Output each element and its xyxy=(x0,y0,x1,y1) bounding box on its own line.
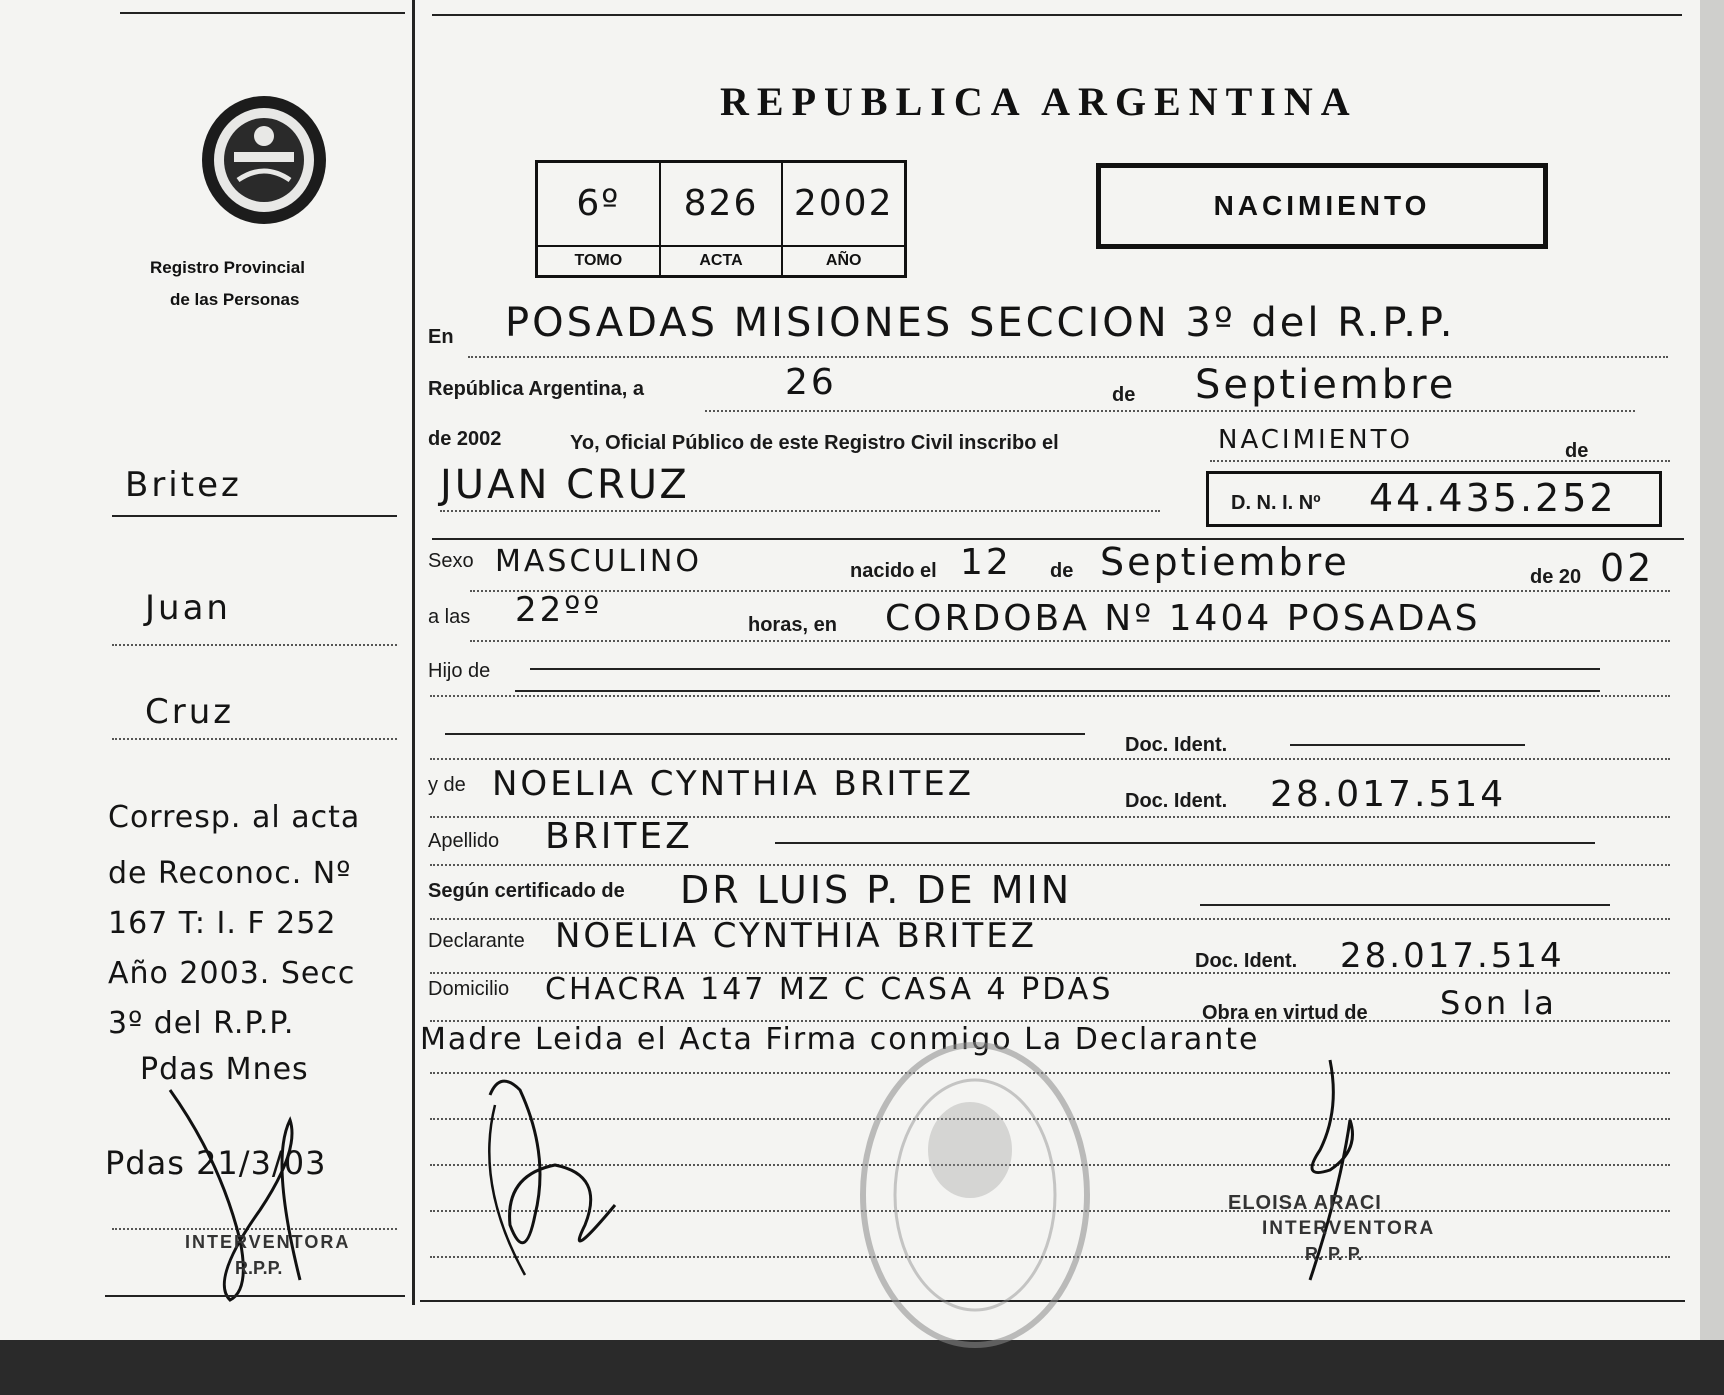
margin-note-4: Año 2003. Secc xyxy=(108,956,356,991)
nacido-year: 02 xyxy=(1600,546,1655,590)
declarant-signature-icon xyxy=(465,1065,640,1290)
segun-label: Según certificado de xyxy=(428,880,625,902)
acta-cell xyxy=(661,163,784,275)
doc-ident-label-2: Doc. Ident. xyxy=(1125,790,1228,812)
certificate-type-box xyxy=(1096,163,1548,249)
margin-note-1: Corresp. al acta xyxy=(108,800,361,835)
obra-label: Obra en virtud de xyxy=(1202,1002,1368,1024)
nacido-day: 12 xyxy=(960,542,1012,583)
section-rule xyxy=(432,538,1684,540)
en-value: POSADAS MISIONES SECCION 3º del R.P.P. xyxy=(505,300,1456,346)
provincial-seal-icon xyxy=(198,92,330,228)
tomo-cell xyxy=(538,163,661,275)
de-label-2: de xyxy=(1565,440,1589,462)
official-title: INTERVENTORA xyxy=(1262,1218,1436,1239)
tomo-value: 6º xyxy=(576,183,621,224)
row-line xyxy=(1210,460,1670,462)
father-line xyxy=(515,690,1600,692)
margin-dotted-rule xyxy=(112,738,397,740)
doc-ident-label: Doc. Ident. xyxy=(1125,734,1228,756)
margin-dotted-rule xyxy=(112,644,397,646)
inscribo-value: NACIMIENTO xyxy=(1218,425,1413,455)
row-line xyxy=(430,695,1670,697)
dni-box xyxy=(1206,471,1662,527)
en-label: En xyxy=(428,326,454,348)
segun-line xyxy=(1200,904,1610,906)
horas-label: horas, en xyxy=(748,614,837,636)
margin-note-6: Pdas Mnes xyxy=(140,1052,309,1087)
dni-value: 44.435.252 xyxy=(1369,476,1617,520)
declarante-doc: 28.017.514 xyxy=(1340,936,1565,976)
margin-note-5: 3º del R.P.P. xyxy=(108,1006,295,1041)
domicilio-value: CHACRA 147 MZ C CASA 4 PDAS xyxy=(545,972,1114,1007)
record-number-box xyxy=(535,160,907,278)
ano-value: 2002 xyxy=(793,183,894,224)
certificate-type: NACIMIENTO xyxy=(1213,190,1431,221)
yo-label: Yo, Oficial Público de este Registro Civil inscribo el xyxy=(570,432,1059,454)
mother-doc: 28.017.514 xyxy=(1270,774,1507,815)
obra-value: Son la xyxy=(1440,984,1557,1022)
apellido-value: BRITEZ xyxy=(545,816,693,857)
row-line xyxy=(430,758,1670,760)
margin-bottom-rule xyxy=(105,1295,405,1297)
month-value: Septiembre xyxy=(1195,362,1457,408)
ano-cell xyxy=(783,163,904,275)
doc-ident-label-3: Doc. Ident. xyxy=(1195,950,1298,972)
place-value: CORDOBA Nº 1404 POSADAS xyxy=(885,598,1481,639)
row-line xyxy=(440,510,1160,512)
ano-label: AÑO xyxy=(783,245,904,275)
nacido-label: nacido el xyxy=(850,560,937,582)
republica-label: República Argentina, a xyxy=(428,378,644,400)
official-name: ELOISA ARACI xyxy=(1228,1192,1382,1214)
sexo-value: MASCULINO xyxy=(495,544,702,579)
dni-label: D. N. I. Nº xyxy=(1231,492,1321,514)
row-line xyxy=(468,356,1668,358)
margin-note-3: 167 T: I. F 252 xyxy=(108,906,337,941)
top-rule xyxy=(432,14,1682,16)
registry-line1: Registro Provincial xyxy=(150,258,305,277)
yde-label: y de xyxy=(428,774,466,796)
child-name: JUAN CRUZ xyxy=(440,462,690,508)
official-org: R. P. P. xyxy=(1305,1244,1363,1264)
domicilio-label: Domicilio xyxy=(428,978,510,1000)
declarante-label: Declarante xyxy=(428,930,525,952)
sexo-label: Sexo xyxy=(428,550,474,572)
margin-divider-line xyxy=(412,0,415,1305)
margin-note-date: Pdas 21/3/03 xyxy=(105,1144,327,1182)
apellido-line xyxy=(775,842,1595,844)
father-line xyxy=(530,668,1600,670)
row-line xyxy=(705,410,1635,412)
tomo-label: TOMO xyxy=(538,245,659,275)
continuation-text: Madre Leida el Acta Firma conmigo La Declarante xyxy=(420,1022,1260,1057)
margin-official-title: INTERVENTORA xyxy=(185,1232,351,1252)
hour-value: 22ºº xyxy=(515,590,603,630)
row-line xyxy=(430,864,1670,866)
nacido-year-label: de 20 xyxy=(1530,566,1582,588)
segun-value: DR LUIS P. DE MIN xyxy=(680,868,1073,912)
country-title: REPUBLICA ARGENTINA xyxy=(720,79,1358,124)
row-line xyxy=(470,640,1670,642)
margin-official-org: R.P.P. xyxy=(235,1258,283,1278)
mother-name: NOELIA CYNTHIA BRITEZ xyxy=(492,764,975,804)
hijo-label: Hijo de xyxy=(428,660,491,682)
year-label: de 2002 xyxy=(428,428,502,450)
row-line xyxy=(470,590,1670,592)
acta-label: ACTA xyxy=(661,245,782,275)
nacido-month: Septiembre xyxy=(1100,540,1350,584)
registry-stamp-icon xyxy=(855,1035,1095,1355)
margin-first-name: Juan xyxy=(145,588,231,628)
margin-surname: Britez xyxy=(125,465,242,505)
de-label: de xyxy=(1112,384,1136,406)
alas-label: a las xyxy=(428,606,471,628)
father-doc-line xyxy=(1290,744,1525,746)
registry-line2: de las Personas xyxy=(170,290,300,309)
declarante-value: NOELIA CYNTHIA BRITEZ xyxy=(555,916,1038,956)
margin-second-name: Cruz xyxy=(145,692,235,732)
acta-value: 826 xyxy=(683,183,759,224)
margin-rule xyxy=(112,515,397,517)
father-line xyxy=(445,733,1085,735)
margin-top-rule xyxy=(120,12,405,14)
page-edge-shadow xyxy=(1700,0,1724,1340)
day-value: 26 xyxy=(785,362,837,403)
de-label-3: de xyxy=(1050,560,1074,582)
apellido-label: Apellido xyxy=(428,830,500,852)
margin-note-2: de Reconoc. Nº xyxy=(108,856,352,891)
